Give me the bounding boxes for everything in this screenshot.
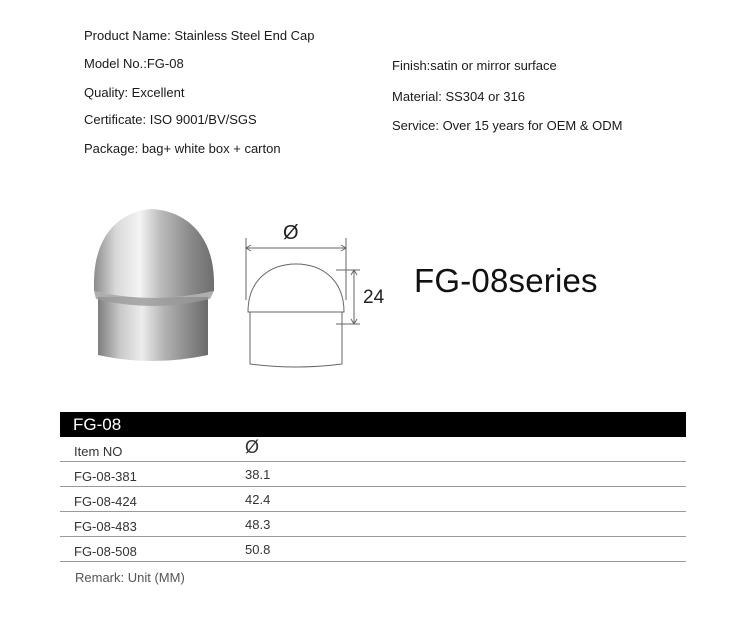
item-no: FG-08-508 [74,544,137,559]
end-cap-drawing [236,220,366,370]
diameter-value: 50.8 [245,542,271,557]
header-diameter: Ø [245,437,260,457]
spec-material: Material: SS304 or 316 [392,89,525,104]
series-title: FG-08series [414,262,598,299]
item-no: FG-08-424 [74,494,137,509]
spec-product-name: Product Name: Stainless Steel End Cap [84,28,315,43]
header-item-no: Item NO [74,444,123,459]
table-row [60,537,686,562]
table-row [60,462,686,487]
diameter-value: 48.3 [245,517,271,532]
diameter-label: Ø [283,222,299,244]
size-table [60,412,686,562]
table-header-row [60,437,686,462]
table-title: FG-08 [60,412,686,437]
table-row [60,512,686,537]
end-cap-photo [90,205,220,365]
spec-certificate: Certificate: ISO 9001/BV/SGS [84,112,257,127]
remark: Remark: Unit (MM) [75,570,185,585]
spec-service: Service: Over 15 years for OEM & ODM [392,118,623,133]
table-row [60,487,686,512]
spec-quality: Quality: Excellent [84,85,185,100]
item-no: FG-08-483 [74,519,137,534]
diameter-value: 42.4 [245,492,271,507]
item-no: FG-08-381 [74,469,137,484]
diameter-value: 38.1 [245,467,271,482]
height-label: 24 [363,287,385,308]
spec-package: Package: bag+ white box + carton [84,141,281,156]
spec-model-no: Model No.:FG-08 [84,56,184,71]
spec-finish: Finish:satin or mirror surface [392,58,557,73]
